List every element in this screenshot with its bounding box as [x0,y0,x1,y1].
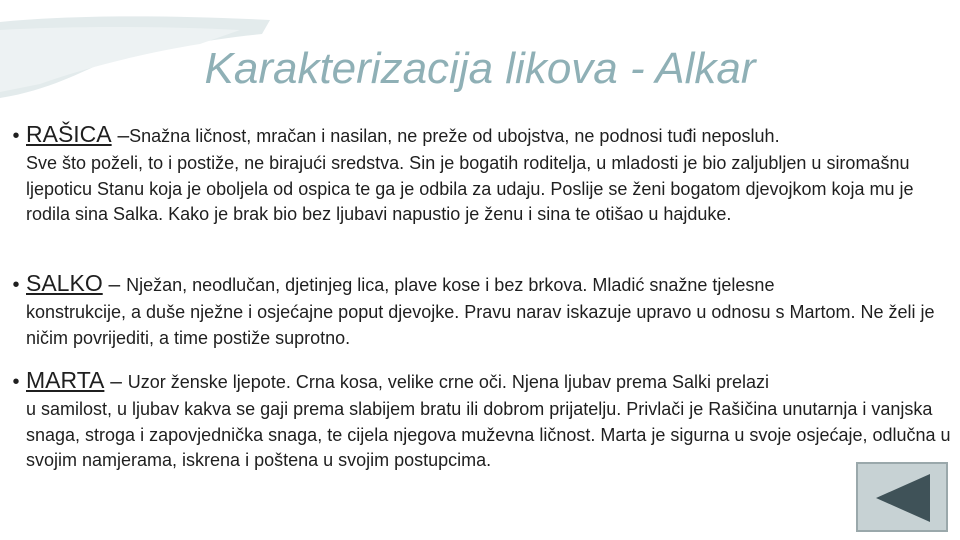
dash: – [102,273,127,296]
triangle-left-icon [872,472,934,524]
character-name: MARTA [26,367,105,393]
entry-lead-line [6,121,956,149]
entry-first-line: Nježan, neodlučan, djetinjeg lica, plave kose i bez brkova. Mladić snažne tjelesne [126,275,775,295]
slide-title: Karakterizacija likova - Alkar [204,44,756,93]
bullet: • [12,125,20,147]
dash: – [111,124,130,147]
entry-lead-line [6,367,956,395]
character-entry-marta [6,367,956,474]
bullet: • [12,274,20,296]
bullet: • [12,371,20,393]
entry-body: konstrukcije, a duše nježne i osjećajne poput djevojke. Pravu narav iskazuje upravo u odnosu s Martom. Ne želi je ničim povrijediti, a time postiže suprotno. [26,302,935,348]
character-entry-rasica [6,121,956,228]
entry-body: u samilost, u ljubav kakva se gaji prema slabijem bratu ili dobrom prijatelju. Privlači je Rašičina unutarnja i vanjska snaga, stroga i zapovjednička snaga, te cijela njegova muževna ličnost. Marta je sigurna u svoje osjećaje, odlučna u svojim namjerama, iskrena i poštena u svojim postupcima. [26,399,951,470]
character-name: RAŠICA [26,121,112,147]
entry-lead-line [6,270,956,298]
back-button[interactable] [856,462,948,532]
entry-first-line: Uzor ženske ljepote. Crna kosa, velike crne oči. Njena ljubav prema Salki prelazi [127,372,770,392]
entry-first-line: Snažna ličnost, mračan i nasilan, ne preže od ubojstva, ne podnosi tuđi neposluh. [129,126,780,146]
dash: – [104,370,128,393]
character-entry-salko [6,270,956,351]
character-name: SALKO [26,270,103,296]
entry-body: Sve što poželi, to i postiže, ne birajući sredstva. Sin je bogatih roditelja, u mladosti je bio zaljubljen u siromašnu ljepoticu Stanu koja je oboljela od ospica te ga je odbila za udaju. Poslije se ženi bogatom djevojkom koja mu je rodila sina Salka. Kako je brak bio bez ljubavi napustio je ženu i sina te otišao u hajduke. [26,153,914,224]
